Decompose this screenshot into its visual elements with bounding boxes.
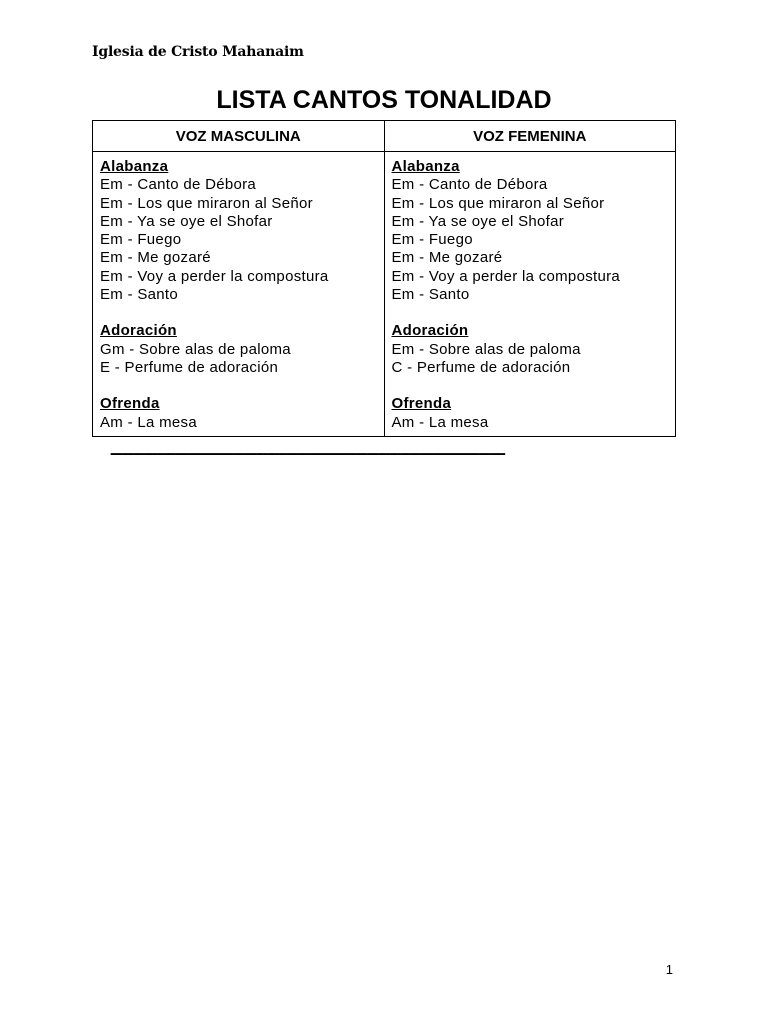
song-item: Em - Santo [391, 286, 470, 304]
song-item: C - Perfume de adoración [391, 358, 571, 376]
section-title: Alabanza [100, 158, 169, 175]
song-item: Em - Canto de Débora [100, 176, 257, 194]
song-item: Em - Fuego [391, 231, 473, 249]
column-heading-masculine: VOZ MASCULINA [93, 121, 385, 152]
table-body-row [93, 152, 676, 437]
song-item: Em - Canto de Débora [391, 176, 548, 194]
song-item: Em - Sobre alas de paloma [391, 340, 581, 358]
song-item: Gm - Sobre alas de paloma [100, 340, 291, 358]
page-number: 1 [665, 962, 673, 977]
song-item: Em - Me gozaré [100, 249, 211, 267]
column-heading-feminine: VOZ FEMENINA [384, 121, 676, 152]
feminine-column-cell [384, 152, 676, 437]
song-item: Em - Los que miraron al Señor [391, 194, 605, 212]
section-ofrenda [392, 395, 669, 432]
section-alabanza [392, 158, 669, 304]
song-item: Em - Voy a perder la compostura [391, 267, 621, 285]
song-item: Em - Ya se oye el Shofar [100, 212, 273, 230]
song-item: Em - Ya se oye el Shofar [391, 212, 565, 230]
section-title: Adoración [391, 322, 469, 340]
song-item: Em - Voy a perder la compostura [100, 267, 329, 285]
section-ofrenda [100, 395, 377, 432]
song-item: Em - Fuego [100, 231, 182, 249]
section-title: Adoración [100, 322, 177, 340]
section-title: Ofrenda [391, 395, 452, 413]
document-title: LISTA CANTOS TONALIDAD [216, 86, 552, 114]
table-header-row [93, 121, 676, 152]
section-adoracion [392, 322, 669, 377]
song-item: Em - Me gozaré [391, 249, 503, 267]
song-item: E - Perfume de adoración [100, 358, 279, 376]
song-item: Em - Los que miraron al Señor [100, 194, 313, 212]
song-item: Am - La mesa [100, 413, 197, 431]
church-name: Iglesia de Cristo Mahanaim [92, 44, 304, 60]
masculine-column-cell [93, 152, 385, 437]
dashed-divider: ------------------------------------------------------------------------------------------------------- [110, 448, 505, 460]
song-item: Am - La mesa [391, 413, 489, 431]
section-title: Ofrenda [100, 395, 160, 413]
section-adoracion [100, 322, 377, 377]
songs-table [92, 120, 676, 437]
section-alabanza [100, 158, 377, 304]
song-item: Em - Santo [100, 286, 179, 304]
section-title: Alabanza [391, 158, 460, 175]
